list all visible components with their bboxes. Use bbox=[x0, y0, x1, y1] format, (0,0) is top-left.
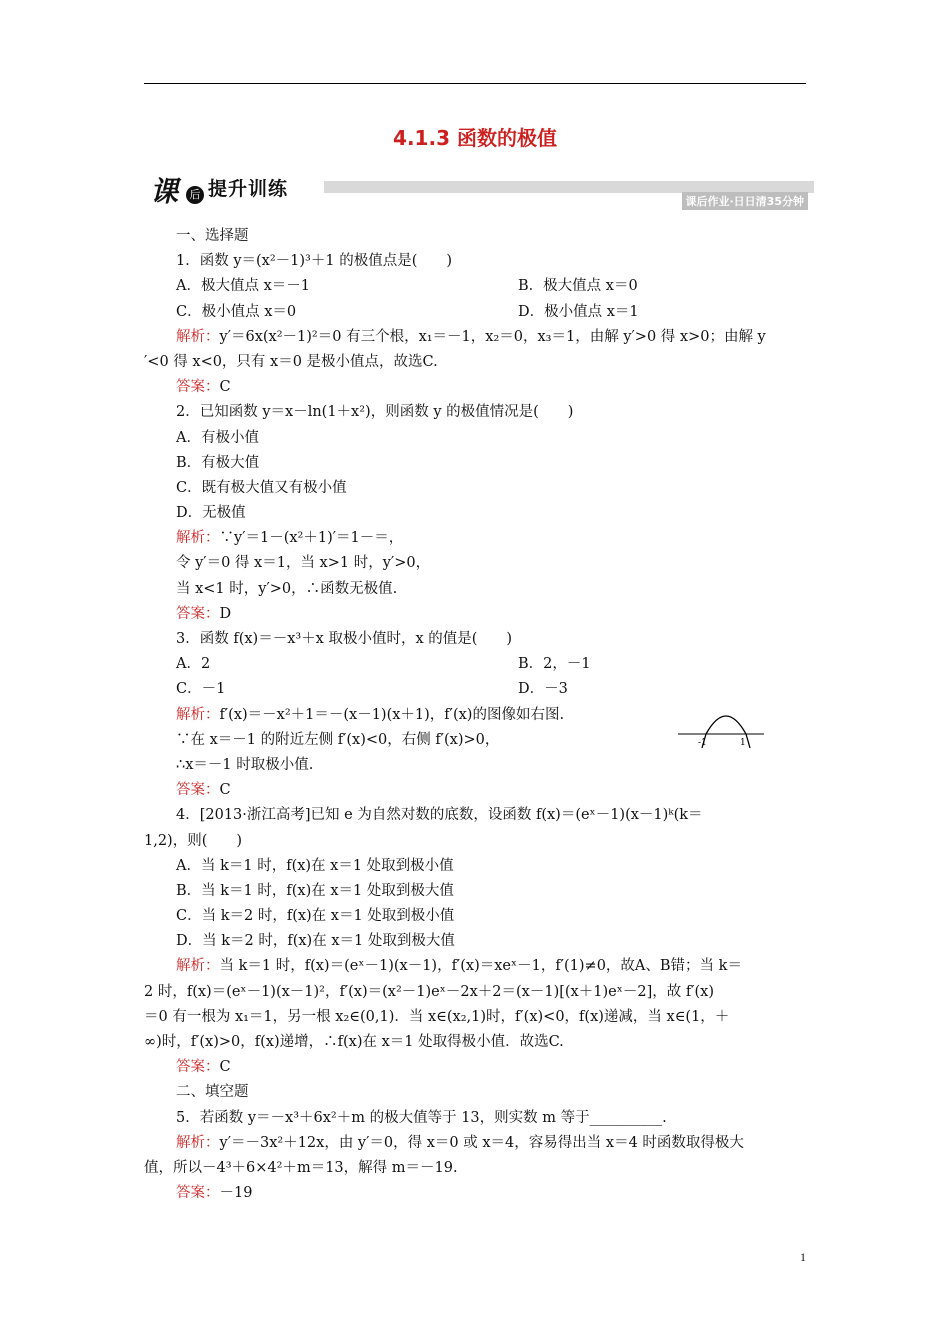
option-text: A．2 bbox=[176, 656, 211, 673]
line-text: C bbox=[219, 1059, 231, 1076]
text-line bbox=[144, 829, 812, 854]
text-line bbox=[144, 551, 812, 576]
line-text: ＝0 有一根为 x₁＝1，另一根 x₂∈(0,1)．当 x∈(x₂,1)时，f′(x)<0，f(x)递减，当 x∈(1，＋ bbox=[144, 1008, 730, 1025]
line-text: 二、填空题 bbox=[176, 1084, 249, 1101]
graph-tick-right: 1 bbox=[740, 738, 746, 748]
line-text: B．有极大值 bbox=[176, 454, 260, 471]
line-text: y′＝6x(x²－1)²＝0 有三个根，x₁＝－1，x₂＝0，x₃＝1，由解 y′>0 得 x>0；由解 y bbox=[219, 328, 766, 345]
banner-label: 提升训练 bbox=[208, 178, 289, 200]
line-text: f′(x)＝－x²＋1＝－(x－1)(x＋1)，f′(x)的图像如右图. bbox=[219, 706, 565, 723]
option-text: D．极小值点 x＝1 bbox=[518, 303, 639, 320]
line-text: 2．已知函数 y＝x－ln(1＋x²)，则函数 y 的极值情况是( ) bbox=[176, 404, 574, 421]
text-line bbox=[144, 249, 812, 274]
line-text: C．既有极大值又有极小值 bbox=[176, 479, 347, 496]
line-text: ∵在 x＝－1 的附近左侧 f′(x)<0，右侧 f′(x)>0， bbox=[176, 731, 500, 748]
text-line bbox=[144, 325, 812, 350]
text-line bbox=[144, 1156, 812, 1181]
text-line bbox=[144, 929, 812, 954]
answer-label: 答案： bbox=[176, 605, 220, 622]
line-text: 1,2)，则( ) bbox=[144, 832, 243, 849]
line-text: 4．[2013·浙江高考]已知 e 为自然对数的底数，设函数 f(x)＝(eˣ－1)(x－1)ᵏ(k＝ bbox=[176, 807, 703, 824]
text-line bbox=[144, 400, 812, 425]
option-text: D．－3 bbox=[518, 681, 568, 698]
analysis-label: 解析： bbox=[176, 1134, 220, 1151]
text-line bbox=[144, 627, 812, 652]
line-text: C．当 k＝2 时，f(x)在 x＝1 处取到极小值 bbox=[176, 908, 455, 925]
line-text: C bbox=[219, 782, 231, 799]
line-text: D．当 k＝2 时，f(x)在 x＝1 处取到极大值 bbox=[176, 933, 455, 950]
text-line bbox=[144, 1106, 812, 1131]
text-line bbox=[144, 854, 812, 879]
text-line bbox=[144, 426, 812, 451]
analysis-label: 解析： bbox=[176, 958, 220, 975]
text-line bbox=[144, 300, 812, 325]
option-text: C．极小值点 x＝0 bbox=[176, 303, 297, 320]
answer-label: 答案： bbox=[176, 1059, 220, 1076]
line-text: D．无极值 bbox=[176, 505, 246, 522]
line-text: ∴x＝－1 时取极小值. bbox=[176, 756, 314, 773]
option-text: C．－1 bbox=[176, 681, 226, 698]
option-text: A．极大值点 x＝－1 bbox=[176, 278, 310, 295]
banner-bar bbox=[324, 181, 814, 208]
line-text: 值，所以－4³＋6×4²＋m＝13，解得 m＝－19. bbox=[144, 1159, 458, 1176]
text-line bbox=[144, 1030, 812, 1055]
banner-logo: 课 bbox=[150, 175, 179, 208]
line-text: D bbox=[219, 605, 232, 622]
line-text: 1．函数 y＝(x²－1)³＋1 的极值点是( ) bbox=[176, 253, 453, 270]
text-line bbox=[144, 274, 812, 299]
text-line bbox=[144, 1005, 812, 1030]
analysis-label: 解析： bbox=[176, 706, 220, 723]
text-line bbox=[144, 1055, 812, 1080]
line-text: y′＝－3x²＋12x，由 y′＝0，得 x＝0 或 x＝4，容易得出当 x＝4 时函数取得极大 bbox=[219, 1134, 744, 1151]
text-line bbox=[144, 1131, 812, 1156]
line-text: 令 y′＝0 得 x＝1，当 x>1 时，y′>0， bbox=[176, 555, 431, 572]
line-text: A．当 k＝1 时，f(x)在 x＝1 处取到极小值 bbox=[176, 857, 454, 874]
text-line bbox=[144, 753, 812, 778]
page-number: 1 bbox=[800, 1250, 806, 1264]
line-text: 2 时，f(x)＝(eˣ－1)(x－1)²，f′(x)＝(x²－1)eˣ－2x＋2＝(x－1)[(x＋1)eˣ－2]，故 f′(x) bbox=[144, 983, 714, 1000]
text-line bbox=[144, 451, 812, 476]
text-line bbox=[144, 526, 812, 551]
text-line bbox=[144, 980, 812, 1005]
option-text: B．2，－1 bbox=[518, 656, 591, 673]
text-line bbox=[144, 677, 812, 702]
line-text: ∞)时，f′(x)>0，f(x)递增，∴f(x)在 x＝1 处取得极小值．故选C. bbox=[144, 1034, 564, 1050]
banner-right-label: 课后作业·日日清35分钟 bbox=[682, 192, 809, 210]
text-line bbox=[144, 350, 812, 375]
line-text: 当 k＝1 时，f(x)＝(eˣ－1)(x－1)，f′(x)＝xeˣ－1，f′(1)≠0，故A、B错；当 k＝ bbox=[219, 958, 742, 975]
text-line bbox=[144, 375, 812, 400]
text-line bbox=[144, 224, 812, 249]
graph-tick-left: -1 bbox=[698, 738, 707, 748]
answer-label: 答案： bbox=[176, 379, 220, 396]
line-text: A．有极小值 bbox=[176, 429, 259, 446]
text-line bbox=[144, 652, 812, 677]
text-line bbox=[144, 577, 812, 602]
line-text: 5．若函数 y＝－x³＋6x²＋m 的极大值等于 13，则实数 m 等于__________. bbox=[176, 1109, 667, 1126]
text-line bbox=[144, 1080, 812, 1105]
text-line bbox=[144, 501, 812, 526]
text-line bbox=[144, 954, 812, 979]
text-line bbox=[144, 778, 812, 803]
text-line bbox=[144, 1181, 812, 1206]
line-text: ∵y′＝1－(x²＋1)′＝1－＝， bbox=[219, 530, 404, 547]
text-line bbox=[144, 879, 812, 904]
top-rule bbox=[144, 83, 806, 84]
analysis-label: 解析： bbox=[176, 328, 220, 345]
text-line bbox=[144, 904, 812, 929]
page-title: 4.1.3 函数的极值 bbox=[393, 126, 557, 150]
option-text: B．极大值点 x＝0 bbox=[518, 278, 638, 295]
answer-label: 答案： bbox=[176, 782, 220, 799]
line-text: 一、选择题 bbox=[176, 228, 249, 244]
line-text: 3．函数 f(x)＝－x³＋x 取极小值时，x 的值是( ) bbox=[176, 631, 513, 647]
line-text: －19 bbox=[219, 1185, 253, 1202]
line-text: B．当 k＝1 时，f(x)在 x＝1 处取到极大值 bbox=[176, 882, 454, 899]
analysis-label: 解析： bbox=[176, 530, 220, 547]
derivative-graph bbox=[676, 712, 766, 752]
text-line bbox=[144, 803, 812, 828]
banner-logo-badge: 后 bbox=[186, 186, 204, 204]
text-line bbox=[144, 602, 812, 627]
line-text: ′<0 得 x<0，只有 x＝0 是极小值点，故选C. bbox=[144, 353, 438, 370]
answer-label: 答案： bbox=[176, 1185, 220, 1202]
line-text: 当 x<1 时，y′>0，∴函数无极值. bbox=[176, 580, 398, 597]
line-text: C bbox=[219, 379, 231, 396]
text-line bbox=[144, 476, 812, 501]
section-banner bbox=[150, 168, 820, 208]
